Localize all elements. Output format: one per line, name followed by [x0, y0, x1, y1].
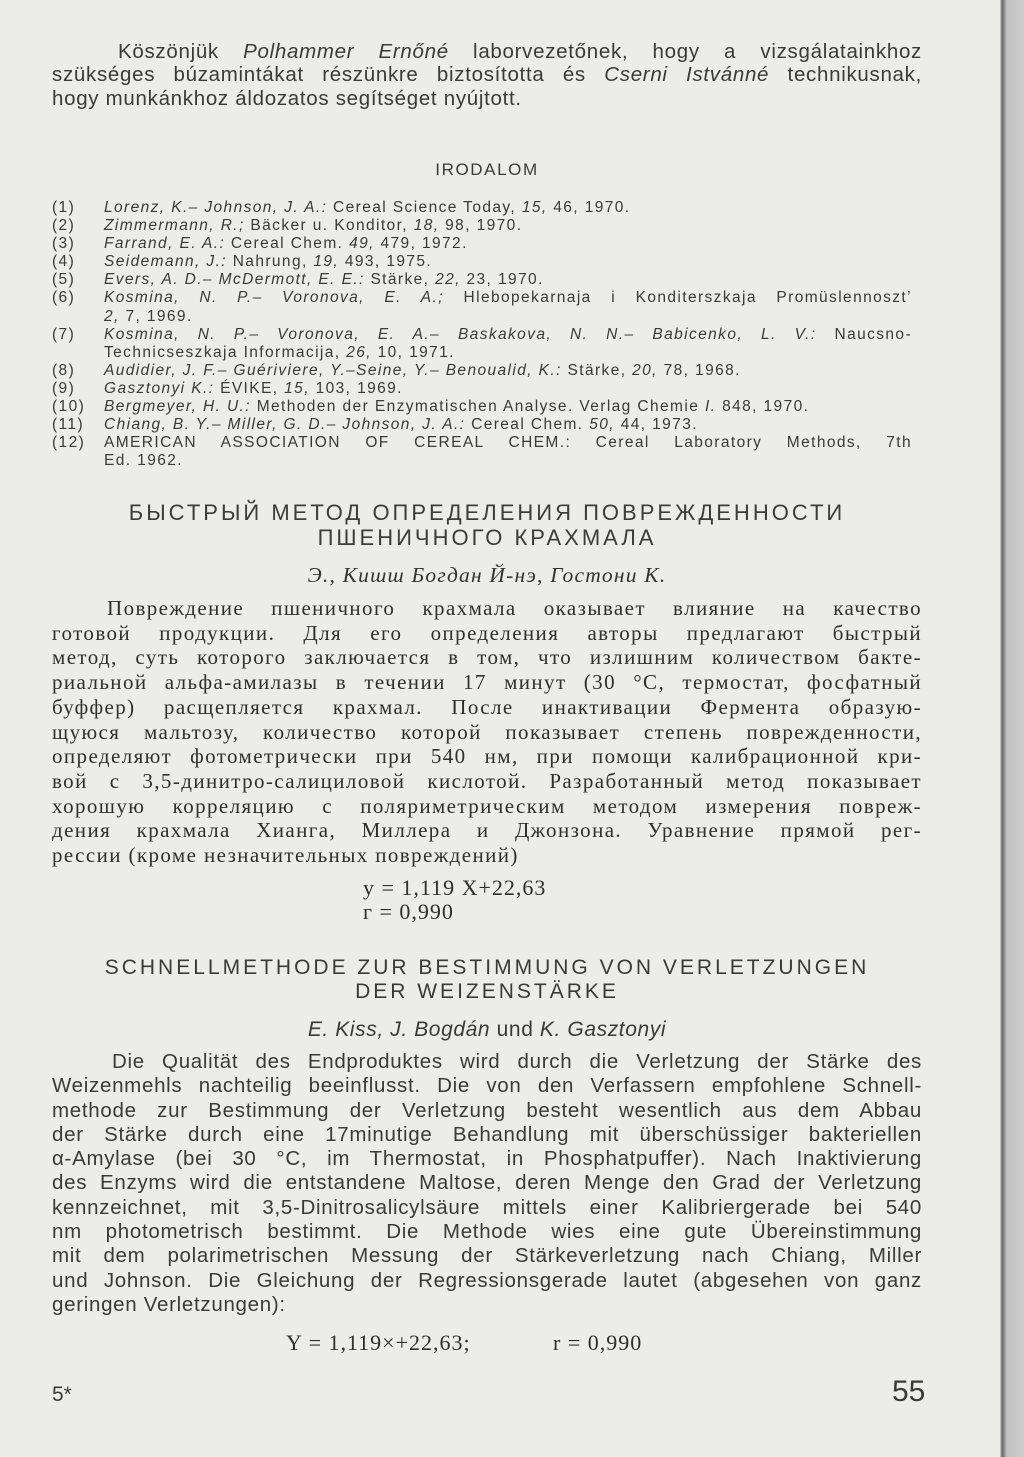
text-run: und — [490, 1018, 540, 1041]
reference-line — [104, 217, 912, 235]
reference-entry — [52, 362, 912, 380]
regression-equation: Y = 1,119×+22,63; — [286, 1330, 471, 1355]
reference-line — [104, 235, 912, 253]
italic-text: 26, — [346, 343, 372, 361]
paragraph-line: der Stärke durch eine 17minutige Behandlung mit überschüssiger bakteriellen — [52, 1122, 922, 1146]
italic-text: 22, — [435, 271, 461, 289]
text-run: Cereal Science Today, — [327, 199, 522, 216]
text-run: Nahrung, — [227, 253, 314, 271]
reference-line — [104, 344, 912, 362]
german-abstract-title — [52, 956, 922, 1004]
german-regression-equation — [0, 1330, 1000, 1356]
text-run: Technicseszkaja Informacija, — [104, 343, 347, 361]
paragraph-line: дения крахмала Хианга, Миллера и Джонзона. Уравнение прямой рег- — [52, 818, 922, 843]
reference-entry — [52, 380, 912, 398]
text-run: 479, 1972. — [374, 235, 468, 253]
title-line: SCHNELLMETHODE ZUR BESTIMMUNG VON VERLETZUNGEN — [104, 956, 870, 979]
paragraph-line: Die Qualität des Endproduktes wird durch die Verletzung der Stärke des — [112, 1050, 922, 1073]
german-abstract-body — [52, 1050, 922, 1317]
paragraph-line: щуюся мальтозу, количество которой показывает степень поврежденности, — [52, 719, 922, 744]
text-run: Hlebopekarnaja i Konditerszkaja Promüslennoszt’ — [443, 289, 912, 307]
text-run: 10, 1971. — [371, 343, 455, 361]
paragraph-line: вой с 3,5-динитро-салициловой кислотой. Разработанный метод показывает — [52, 768, 922, 793]
paragraph-line — [52, 40, 922, 63]
text-run: 7, 1969. — [119, 307, 193, 325]
scan-edge — [1000, 0, 1024, 1457]
reference-number: (6) — [52, 289, 76, 307]
reference-entry — [52, 289, 912, 325]
text-run: 493, 1975. — [339, 253, 433, 271]
text-run: szükséges búzamintákat részünkre biztosította és — [52, 63, 605, 87]
paragraph-line: geringen Verletzungen): — [52, 1292, 286, 1316]
reference-number: (11) — [52, 416, 85, 434]
text-run: hogy munkánkhoz áldozatos segítséget nyújtott. — [52, 86, 522, 110]
italic-text: Audidier, J. F.– Guériviere, Y.–Seine, Y.– Benoualid, K.: — [104, 361, 562, 379]
text-run: Stärke, — [364, 271, 436, 289]
text-run: Cereal Chem. — [225, 235, 350, 253]
reference-number: (10) — [52, 398, 86, 416]
text-run: 103, 1969. — [309, 379, 403, 397]
text-run: 78, 1968. — [657, 361, 741, 379]
reference-line — [104, 398, 912, 416]
text-run: 848, 1970. — [716, 398, 810, 416]
paragraph-line: mit dem polarimetrischen Messung der Stärkeverletzung nach Chiang, Miller — [52, 1244, 922, 1268]
reference-number: (1) — [52, 199, 76, 216]
russian-abstract-body — [52, 596, 922, 868]
german-abstract-authors — [52, 1018, 922, 1042]
italic-text: K. Gasztonyi — [539, 1018, 667, 1041]
text-run: Ed. 1962. — [104, 452, 183, 470]
italic-text: Chiang, B. Y.– Miller, G. D.– Johnson, J. A.: — [104, 416, 466, 434]
paragraph-line: определяют фотометрически при 540 нм, при помощи калибрационной кри- — [52, 744, 922, 769]
references-list — [52, 199, 912, 470]
references-heading: IRODALOM — [435, 160, 539, 179]
italic-text: Lorenz, K.– Johnson, J. A.: — [104, 199, 328, 216]
reference-line — [104, 308, 912, 326]
paragraph-line: хорошую корреляцию с поляриметрическим методом измерения повреж- — [52, 793, 922, 818]
paragraph-line: метод, суть которого заключается в том, что излишним количеством бакте- — [52, 645, 922, 670]
reference-number: (8) — [52, 361, 76, 379]
paragraph-line: Weizenmehls nachteilig beeinflusst. Die von den Verfassern empfohlene Schnell- — [52, 1074, 922, 1098]
italic-text: 50, — [589, 416, 615, 434]
reference-entry — [52, 271, 912, 289]
reference-line — [104, 416, 912, 434]
italic-text: 2, — [104, 307, 120, 325]
italic-text: Gasztonyi K.: — [104, 379, 215, 397]
italic-text: I. — [704, 398, 717, 416]
text-run: Naucsno- — [816, 325, 913, 343]
text-run: technikusnak, — [769, 63, 922, 87]
reference-number: (3) — [52, 235, 76, 253]
reference-line — [104, 362, 912, 380]
reference-entry — [52, 434, 912, 470]
text-run: ÉVIKE, — [214, 379, 285, 397]
italic-text: Polhammer Ernőné — [243, 40, 449, 63]
italic-text: Kosmina, N. P.– Voronova, E. A.; — [104, 289, 444, 307]
reference-entry — [52, 217, 912, 235]
text-run: Methoden der Enzymatischen Analyse. Verlag Chemie — [250, 398, 705, 416]
italic-text: 15, — [521, 199, 548, 216]
paragraph-line: kennzeichnet, mit 3,5-Dinitrosalicylsäure mittels einer Kalibriergerade bei 540 — [52, 1195, 922, 1219]
italic-text: E. Kiss, J. Bogdán — [307, 1018, 491, 1041]
italic-text: 18, — [413, 217, 440, 235]
reference-number: (5) — [52, 271, 76, 289]
italic-text: Kosmina, N. P.– Voronova, E. A.– Baskakova, N. N.– Babicenko, L. V.: — [104, 325, 817, 343]
reference-entry — [52, 416, 912, 434]
regression-equation: у = 1,119 Х+22,63 — [363, 875, 547, 900]
italic-text: Farrand, E. A.: — [104, 235, 226, 253]
reference-line — [104, 253, 912, 271]
paragraph-line: und Johnson. Die Gleichung der Regressionsgerade lautet (abgesehen von ganz — [52, 1268, 922, 1292]
reference-number: (4) — [52, 253, 76, 271]
paragraph-line: готовой продукции. Для его определения авторы предлагают быстрый — [52, 620, 922, 645]
italic-text: 15, — [284, 379, 310, 397]
italic-text: 19, — [313, 253, 340, 271]
reference-entry — [52, 253, 912, 271]
reference-line — [104, 289, 912, 307]
italic-text: Evers, A. D.– McDermott, E. E.: — [104, 271, 365, 289]
reference-entry — [52, 199, 912, 217]
paragraph-line: буффер) расщепляется крахмал. После инактивации Фермента образую- — [52, 694, 922, 719]
italic-text: Bergmeyer, H. U.: — [104, 398, 251, 416]
reference-line — [104, 380, 912, 398]
italic-text: Seidemann, J.: — [104, 253, 227, 271]
paragraph-line: nm photometrisch bestimmt. Die Methode wies eine gute Übereinstimmung — [52, 1220, 922, 1244]
paragraph-line — [52, 63, 922, 86]
text-run: 23, 1970. — [460, 271, 544, 289]
text-run: Bäcker u. Konditor, — [244, 217, 414, 235]
reference-line — [104, 434, 912, 452]
correlation-coefficient: r = 0,990 — [553, 1330, 643, 1355]
text-run: laborvezetőnek, hogy a vizsgálatainkhoz — [448, 40, 923, 63]
paragraph-line — [52, 87, 922, 110]
russian-abstract-authors: Э., Кишш Богдан Й-нэ, Гостони К. — [307, 563, 667, 587]
russian-abstract-title — [52, 500, 922, 550]
text-run: Cereal Chem. — [465, 416, 590, 434]
reference-entry — [52, 326, 912, 362]
page-number: 55 — [892, 1375, 926, 1408]
reference-entry — [52, 235, 912, 253]
italic-text: Zimmermann, R.; — [104, 217, 245, 235]
text-run: Köszönjük — [118, 40, 244, 63]
reference-line — [104, 271, 912, 289]
reference-number: (2) — [52, 217, 76, 235]
paragraph-line: α-Amylase (bei 30 °C, im Thermostat, in Phosphatpuffer). Nach Inaktivierung — [52, 1147, 922, 1171]
russian-regression-equations — [363, 876, 546, 924]
reference-number: (7) — [52, 325, 76, 343]
signature-mark: 5* — [52, 1383, 72, 1406]
text-run: 44, 1973. — [614, 416, 698, 434]
acknowledgement-paragraph — [52, 40, 922, 110]
text-run: Stärke, — [561, 361, 633, 379]
text-run: 98, 1970. — [439, 217, 523, 235]
title-line: ПШЕНИЧНОГО КРАХМАЛА — [317, 525, 657, 550]
title-line: БЫСТРЫЙ МЕТОД ОПРЕДЕЛЕНИЯ ПОВРЕЖДЕННОСТИ — [128, 500, 846, 525]
italic-text: 20, — [632, 361, 658, 379]
italic-text: Cserni Istvánné — [604, 63, 770, 87]
paragraph-line: methode zur Bestimmung der Verletzung besteht wesentlich aus dem Abbau — [52, 1098, 922, 1122]
text-run: AMERICAN ASSOCIATION OF CEREAL CHEM.: Cereal Laboratory Methods, 7th — [104, 434, 912, 452]
reference-line — [104, 199, 912, 217]
reference-line — [104, 452, 912, 470]
reference-entry — [52, 398, 912, 416]
correlation-coefficient: г = 0,990 — [363, 899, 454, 924]
paragraph-line: Повреждение пшеничного крахмала оказывает влияние на качество — [107, 596, 922, 620]
text-run: 46, 1970. — [547, 199, 631, 216]
paragraph-line: рессии (кроме незначительных повреждений) — [52, 843, 519, 868]
title-line: DER WEIZENSTÄRKE — [355, 980, 619, 1003]
reference-number: (12) — [52, 434, 86, 452]
paragraph-line: риальной альфа-амилазы в течении 17 минут (30 °С, термостат, фосфатный — [52, 670, 922, 695]
reference-number: (9) — [52, 379, 76, 397]
italic-text: 49, — [349, 235, 375, 253]
paragraph-line: des Enzyms wird die entstandene Maltose, deren Menge den Grad der Verletzung — [52, 1171, 922, 1195]
reference-line — [104, 326, 912, 344]
